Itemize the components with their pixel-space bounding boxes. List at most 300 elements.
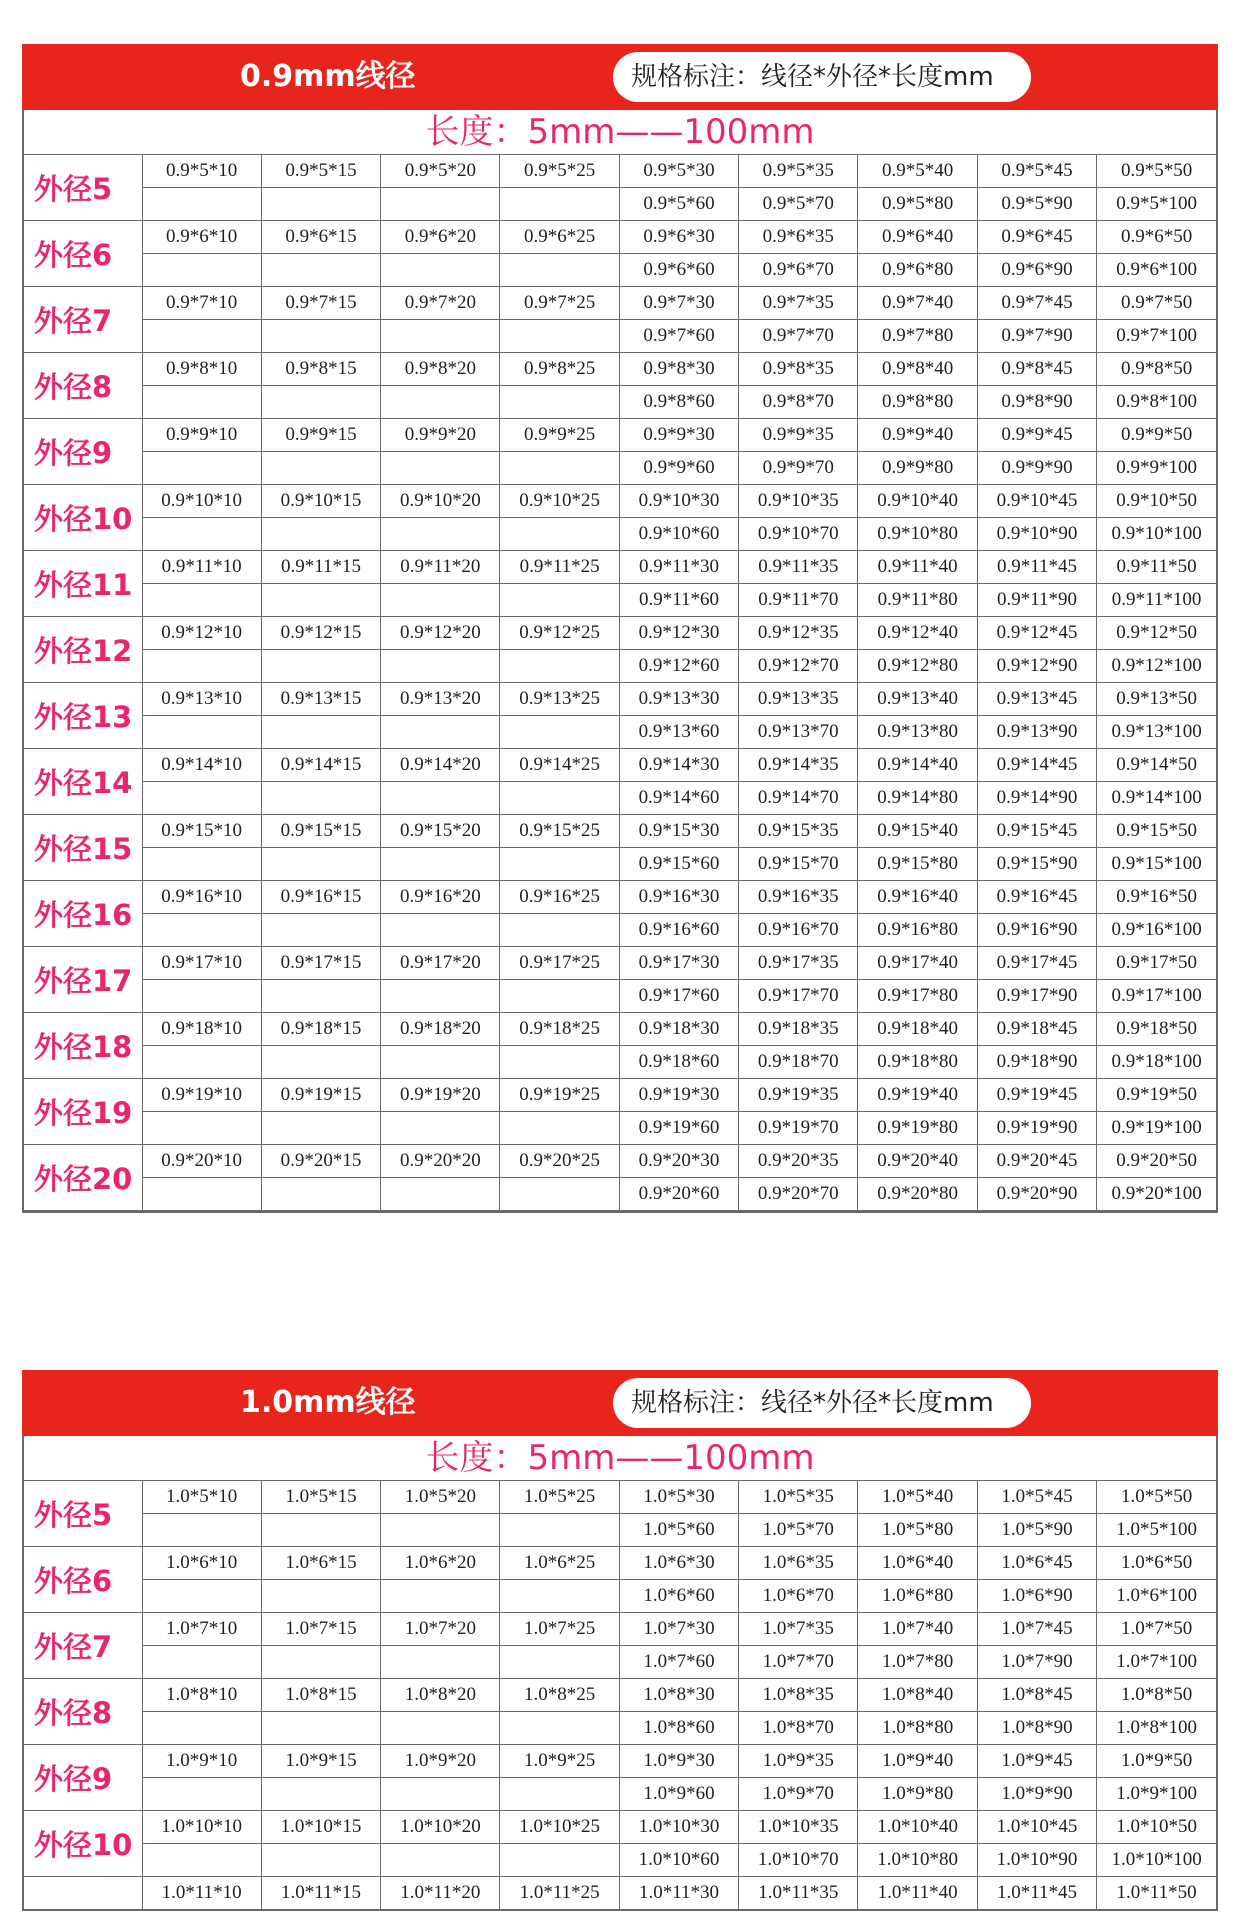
spec-cell: 0.9*15*15 <box>261 815 380 848</box>
spec-cell: 0.9*19*30 <box>619 1079 738 1112</box>
spec-cell: 0.9*10*45 <box>977 485 1096 518</box>
table-row <box>24 1013 1216 1046</box>
spec-cell: 0.9*20*30 <box>619 1145 738 1178</box>
spec-cell: 0.9*8*50 <box>1097 353 1216 386</box>
empty-cell <box>381 782 500 815</box>
spec-cell: 0.9*8*40 <box>858 353 977 386</box>
table-row <box>24 320 1216 353</box>
spec-cell: 0.9*13*10 <box>142 683 261 716</box>
spec-cell: 0.9*9*45 <box>977 419 1096 452</box>
empty-cell <box>261 1646 380 1679</box>
spec-cell: 1.0*6*50 <box>1097 1547 1216 1580</box>
spec-cell: 0.9*5*10 <box>142 155 261 188</box>
spec-cell: 1.0*5*10 <box>142 1481 261 1514</box>
table-row <box>24 617 1216 650</box>
spec-cell: 0.9*7*90 <box>977 320 1096 353</box>
spec-cell: 0.9*12*90 <box>977 650 1096 683</box>
spec-table-frame <box>22 1436 1218 1911</box>
empty-cell <box>381 518 500 551</box>
outer-diameter-label: 外径5 <box>24 155 142 221</box>
table-row <box>24 485 1216 518</box>
spec-cell: 1.0*7*70 <box>739 1646 858 1679</box>
spec-table <box>24 155 1216 1211</box>
spec-cell: 0.9*15*100 <box>1097 848 1216 881</box>
spec-cell: 1.0*5*15 <box>261 1481 380 1514</box>
empty-cell <box>261 650 380 683</box>
empty-cell <box>261 188 380 221</box>
spec-cell: 0.9*18*20 <box>381 1013 500 1046</box>
table-row <box>24 221 1216 254</box>
spec-cell: 1.0*5*60 <box>619 1514 738 1547</box>
outer-diameter-label: 外径20 <box>24 1145 142 1211</box>
empty-cell <box>381 1514 500 1547</box>
spec-cell: 0.9*7*70 <box>739 320 858 353</box>
spec-cell: 0.9*7*50 <box>1097 287 1216 320</box>
spec-cell: 1.0*11*45 <box>977 1877 1096 1910</box>
spec-cell: 1.0*10*10 <box>142 1811 261 1844</box>
spec-cell: 1.0*10*90 <box>977 1844 1096 1877</box>
spec-cell: 1.0*10*50 <box>1097 1811 1216 1844</box>
spec-cell: 1.0*11*25 <box>500 1877 619 1910</box>
spec-cell: 0.9*15*80 <box>858 848 977 881</box>
spec-cell: 0.9*10*25 <box>500 485 619 518</box>
section-title: 0.9mm线径 <box>240 59 416 94</box>
spec-cell: 1.0*8*35 <box>739 1679 858 1712</box>
empty-cell <box>142 848 261 881</box>
spec-cell: 0.9*14*60 <box>619 782 738 815</box>
spec-cell: 0.9*10*20 <box>381 485 500 518</box>
spec-cell: 0.9*9*25 <box>500 419 619 452</box>
spec-cell: 0.9*9*60 <box>619 452 738 485</box>
spec-cell: 1.0*10*35 <box>739 1811 858 1844</box>
table-row <box>24 1646 1216 1679</box>
spec-cell: 0.9*7*25 <box>500 287 619 320</box>
table-row <box>24 1778 1216 1811</box>
spec-cell: 0.9*16*100 <box>1097 914 1216 947</box>
empty-cell <box>261 518 380 551</box>
empty-cell <box>500 1844 619 1877</box>
spec-cell: 0.9*7*100 <box>1097 320 1216 353</box>
spec-cell: 0.9*19*40 <box>858 1079 977 1112</box>
spec-cell: 1.0*6*20 <box>381 1547 500 1580</box>
spec-cell: 1.0*5*80 <box>858 1514 977 1547</box>
spec-cell: 0.9*18*25 <box>500 1013 619 1046</box>
spec-cell: 1.0*6*30 <box>619 1547 738 1580</box>
empty-cell <box>381 584 500 617</box>
empty-cell <box>142 1178 261 1211</box>
spec-cell: 0.9*14*20 <box>381 749 500 782</box>
spec-cell: 1.0*11*35 <box>739 1877 858 1910</box>
spec-cell: 0.9*17*20 <box>381 947 500 980</box>
empty-cell <box>500 1112 619 1145</box>
spec-cell: 0.9*17*25 <box>500 947 619 980</box>
table-row <box>24 287 1216 320</box>
spec-cell: 0.9*19*90 <box>977 1112 1096 1145</box>
empty-cell <box>261 980 380 1013</box>
spec-cell: 1.0*10*20 <box>381 1811 500 1844</box>
table-row <box>24 1613 1216 1646</box>
empty-cell <box>142 584 261 617</box>
spec-cell: 0.9*7*15 <box>261 287 380 320</box>
table-row <box>24 1145 1216 1178</box>
spec-cell: 0.9*5*50 <box>1097 155 1216 188</box>
spec-cell: 0.9*19*35 <box>739 1079 858 1112</box>
spec-cell: 0.9*14*70 <box>739 782 858 815</box>
spec-cell: 1.0*9*25 <box>500 1745 619 1778</box>
empty-cell <box>261 716 380 749</box>
spec-cell: 0.9*20*40 <box>858 1145 977 1178</box>
spec-cell: 1.0*6*35 <box>739 1547 858 1580</box>
spec-cell: 0.9*15*45 <box>977 815 1096 848</box>
spec-cell: 1.0*10*80 <box>858 1844 977 1877</box>
spec-cell: 0.9*9*10 <box>142 419 261 452</box>
spec-cell: 0.9*7*40 <box>858 287 977 320</box>
spec-cell: 1.0*6*100 <box>1097 1580 1216 1613</box>
spec-cell: 1.0*10*45 <box>977 1811 1096 1844</box>
spec-cell: 0.9*9*35 <box>739 419 858 452</box>
spec-cell: 1.0*7*90 <box>977 1646 1096 1679</box>
empty-cell <box>381 914 500 947</box>
spec-cell: 0.9*14*10 <box>142 749 261 782</box>
spec-cell: 1.0*9*20 <box>381 1745 500 1778</box>
table-row <box>24 815 1216 848</box>
outer-diameter-label: 外径16 <box>24 881 142 947</box>
spec-cell: 0.9*8*100 <box>1097 386 1216 419</box>
spec-cell: 1.0*6*10 <box>142 1547 261 1580</box>
spec-cell: 1.0*10*25 <box>500 1811 619 1844</box>
empty-cell <box>142 518 261 551</box>
empty-cell <box>381 716 500 749</box>
spec-cell: 0.9*8*10 <box>142 353 261 386</box>
table-row <box>24 584 1216 617</box>
spec-cell: 0.9*12*35 <box>739 617 858 650</box>
spec-cell: 0.9*16*80 <box>858 914 977 947</box>
table-row <box>24 551 1216 584</box>
spec-cell: 0.9*15*90 <box>977 848 1096 881</box>
spec-cell: 1.0*7*50 <box>1097 1613 1216 1646</box>
empty-cell <box>381 848 500 881</box>
empty-cell <box>500 716 619 749</box>
spec-cell: 1.0*5*20 <box>381 1481 500 1514</box>
section-title: 1.0mm线径 <box>240 1385 416 1420</box>
spec-cell: 0.9*16*45 <box>977 881 1096 914</box>
spec-table <box>24 1481 1216 1909</box>
table-row <box>24 1178 1216 1211</box>
spec-cell: 0.9*12*15 <box>261 617 380 650</box>
spec-cell: 0.9*5*30 <box>619 155 738 188</box>
spec-cell: 1.0*8*30 <box>619 1679 738 1712</box>
spec-cell: 0.9*10*90 <box>977 518 1096 551</box>
spec-cell: 0.9*15*40 <box>858 815 977 848</box>
spec-cell: 0.9*20*35 <box>739 1145 858 1178</box>
spec-cell: 0.9*19*10 <box>142 1079 261 1112</box>
empty-cell <box>261 848 380 881</box>
spec-cell: 0.9*8*30 <box>619 353 738 386</box>
empty-cell <box>500 1778 619 1811</box>
spec-cell: 0.9*6*100 <box>1097 254 1216 287</box>
spec-cell: 0.9*15*30 <box>619 815 738 848</box>
spec-cell: 0.9*8*90 <box>977 386 1096 419</box>
spec-cell: 0.9*20*60 <box>619 1178 738 1211</box>
empty-cell <box>500 452 619 485</box>
spec-cell: 1.0*11*30 <box>619 1877 738 1910</box>
outer-diameter-label: 外径9 <box>24 1745 142 1811</box>
empty-cell <box>500 914 619 947</box>
spec-cell: 0.9*20*50 <box>1097 1145 1216 1178</box>
section-banner <box>22 44 1218 110</box>
spec-cell: 1.0*9*80 <box>858 1778 977 1811</box>
outer-diameter-label: 外径18 <box>24 1013 142 1079</box>
spec-cell: 1.0*11*50 <box>1097 1877 1216 1910</box>
spec-cell: 0.9*12*45 <box>977 617 1096 650</box>
spec-cell: 0.9*5*20 <box>381 155 500 188</box>
spec-cell: 1.0*5*100 <box>1097 1514 1216 1547</box>
outer-diameter-label: 外径14 <box>24 749 142 815</box>
empty-cell <box>142 1712 261 1745</box>
spec-cell: 0.9*14*40 <box>858 749 977 782</box>
spec-cell: 0.9*13*80 <box>858 716 977 749</box>
spec-cell: 1.0*11*15 <box>261 1877 380 1910</box>
empty-cell <box>500 518 619 551</box>
empty-cell <box>142 650 261 683</box>
spec-cell: 0.9*6*15 <box>261 221 380 254</box>
spec-cell: 1.0*6*40 <box>858 1547 977 1580</box>
spec-cell: 1.0*8*80 <box>858 1712 977 1745</box>
spec-cell: 1.0*5*40 <box>858 1481 977 1514</box>
outer-diameter-label: 外径10 <box>24 485 142 551</box>
spec-cell: 0.9*8*45 <box>977 353 1096 386</box>
spec-cell: 1.0*7*45 <box>977 1613 1096 1646</box>
empty-cell <box>261 1712 380 1745</box>
spec-cell: 0.9*13*50 <box>1097 683 1216 716</box>
spec-cell: 0.9*5*40 <box>858 155 977 188</box>
spec-cell: 0.9*15*20 <box>381 815 500 848</box>
spec-cell: 0.9*11*100 <box>1097 584 1216 617</box>
empty-cell <box>381 1712 500 1745</box>
spec-cell: 0.9*11*80 <box>858 584 977 617</box>
empty-cell <box>381 1646 500 1679</box>
spec-cell: 0.9*12*40 <box>858 617 977 650</box>
spec-cell: 0.9*11*45 <box>977 551 1096 584</box>
spec-cell: 1.0*6*60 <box>619 1580 738 1613</box>
table-row <box>24 1679 1216 1712</box>
table-row <box>24 650 1216 683</box>
spec-cell: 0.9*16*10 <box>142 881 261 914</box>
spec-cell: 0.9*6*60 <box>619 254 738 287</box>
spec-cell: 0.9*16*20 <box>381 881 500 914</box>
length-range-heading: 长度：5mm——100mm <box>24 110 1216 155</box>
spec-cell: 0.9*7*60 <box>619 320 738 353</box>
empty-cell <box>500 1178 619 1211</box>
spec-cell: 0.9*18*90 <box>977 1046 1096 1079</box>
spec-cell: 0.9*12*100 <box>1097 650 1216 683</box>
table-row <box>24 782 1216 815</box>
spec-cell: 0.9*16*15 <box>261 881 380 914</box>
spec-cell: 0.9*18*45 <box>977 1013 1096 1046</box>
spec-cell: 0.9*19*60 <box>619 1112 738 1145</box>
spec-cell: 0.9*9*15 <box>261 419 380 452</box>
spec-cell: 0.9*13*25 <box>500 683 619 716</box>
spec-cell: 0.9*11*60 <box>619 584 738 617</box>
spec-cell: 1.0*6*90 <box>977 1580 1096 1613</box>
spec-section-1-0mm <box>22 1370 1218 1911</box>
table-row <box>24 155 1216 188</box>
empty-cell <box>142 914 261 947</box>
spec-cell: 0.9*10*100 <box>1097 518 1216 551</box>
spec-cell: 0.9*6*90 <box>977 254 1096 287</box>
table-row <box>24 518 1216 551</box>
table-row <box>24 1547 1216 1580</box>
spec-cell: 0.9*15*70 <box>739 848 858 881</box>
spec-cell: 0.9*20*90 <box>977 1178 1096 1211</box>
spec-cell: 1.0*7*40 <box>858 1613 977 1646</box>
spec-cell: 1.0*7*80 <box>858 1646 977 1679</box>
spec-cell: 0.9*16*25 <box>500 881 619 914</box>
spec-cell: 0.9*16*50 <box>1097 881 1216 914</box>
table-row <box>24 1514 1216 1547</box>
spec-cell: 0.9*9*20 <box>381 419 500 452</box>
empty-cell <box>381 320 500 353</box>
table-row <box>24 254 1216 287</box>
spec-note-pill: 规格标注：线径*外径*长度mm <box>613 52 1031 102</box>
outer-diameter-label: 外径8 <box>24 1679 142 1745</box>
spec-cell: 0.9*10*80 <box>858 518 977 551</box>
outer-diameter-label: 外径6 <box>24 1547 142 1613</box>
empty-cell <box>500 1646 619 1679</box>
spec-cell: 0.9*6*10 <box>142 221 261 254</box>
outer-diameter-label: 外径5 <box>24 1481 142 1547</box>
spec-cell: 1.0*11*10 <box>142 1877 261 1910</box>
spec-cell: 1.0*5*35 <box>739 1481 858 1514</box>
spec-cell: 0.9*11*30 <box>619 551 738 584</box>
spec-cell: 0.9*11*90 <box>977 584 1096 617</box>
spec-cell: 0.9*12*50 <box>1097 617 1216 650</box>
table-row <box>24 914 1216 947</box>
empty-cell <box>261 914 380 947</box>
spec-cell: 1.0*7*60 <box>619 1646 738 1679</box>
empty-cell <box>381 254 500 287</box>
empty-cell <box>261 584 380 617</box>
table-row <box>24 716 1216 749</box>
spec-cell: 0.9*20*20 <box>381 1145 500 1178</box>
table-row <box>24 1112 1216 1145</box>
empty-cell <box>381 1112 500 1145</box>
spec-cell: 0.9*18*60 <box>619 1046 738 1079</box>
spec-cell: 0.9*18*30 <box>619 1013 738 1046</box>
outer-diameter-label <box>24 1877 142 1910</box>
spec-cell: 1.0*8*90 <box>977 1712 1096 1745</box>
spec-cell: 0.9*17*45 <box>977 947 1096 980</box>
spec-cell: 0.9*18*15 <box>261 1013 380 1046</box>
outer-diameter-label: 外径15 <box>24 815 142 881</box>
spec-cell: 0.9*20*70 <box>739 1178 858 1211</box>
spec-cell: 0.9*13*60 <box>619 716 738 749</box>
spec-cell: 1.0*5*30 <box>619 1481 738 1514</box>
table-row <box>24 419 1216 452</box>
spec-cell: 0.9*12*30 <box>619 617 738 650</box>
table-row <box>24 1046 1216 1079</box>
spec-cell: 0.9*9*80 <box>858 452 977 485</box>
spec-cell: 1.0*9*70 <box>739 1778 858 1811</box>
empty-cell <box>142 1646 261 1679</box>
spec-cell: 0.9*19*50 <box>1097 1079 1216 1112</box>
empty-cell <box>381 452 500 485</box>
spec-cell: 0.9*11*70 <box>739 584 858 617</box>
spec-cell: 1.0*10*15 <box>261 1811 380 1844</box>
spec-note-pill: 规格标注：线径*外径*长度mm <box>613 1378 1031 1428</box>
empty-cell <box>500 782 619 815</box>
spec-cell: 0.9*5*25 <box>500 155 619 188</box>
spec-cell: 0.9*5*15 <box>261 155 380 188</box>
spec-cell: 0.9*6*45 <box>977 221 1096 254</box>
spec-cell: 0.9*12*25 <box>500 617 619 650</box>
spec-cell: 1.0*6*80 <box>858 1580 977 1613</box>
spec-cell: 0.9*15*50 <box>1097 815 1216 848</box>
spec-cell: 0.9*11*50 <box>1097 551 1216 584</box>
spec-cell: 0.9*10*35 <box>739 485 858 518</box>
empty-cell <box>261 452 380 485</box>
empty-cell <box>381 1046 500 1079</box>
spec-cell: 0.9*13*15 <box>261 683 380 716</box>
empty-cell <box>261 782 380 815</box>
spec-cell: 0.9*16*70 <box>739 914 858 947</box>
spec-cell: 0.9*19*100 <box>1097 1112 1216 1145</box>
spec-cell: 0.9*14*50 <box>1097 749 1216 782</box>
empty-cell <box>261 1844 380 1877</box>
empty-cell <box>500 650 619 683</box>
spec-cell: 0.9*19*20 <box>381 1079 500 1112</box>
spec-cell: 0.9*10*10 <box>142 485 261 518</box>
empty-cell <box>381 1778 500 1811</box>
outer-diameter-label: 外径12 <box>24 617 142 683</box>
spec-cell: 0.9*7*35 <box>739 287 858 320</box>
empty-cell <box>142 980 261 1013</box>
outer-diameter-label: 外径6 <box>24 221 142 287</box>
table-row <box>24 947 1216 980</box>
spec-cell: 0.9*15*35 <box>739 815 858 848</box>
spec-cell: 1.0*7*15 <box>261 1613 380 1646</box>
outer-diameter-label: 外径13 <box>24 683 142 749</box>
table-row <box>24 1877 1216 1910</box>
spec-cell: 0.9*10*60 <box>619 518 738 551</box>
spec-cell: 0.9*8*25 <box>500 353 619 386</box>
empty-cell <box>142 1844 261 1877</box>
spec-cell: 0.9*13*70 <box>739 716 858 749</box>
spec-cell: 0.9*19*15 <box>261 1079 380 1112</box>
spec-cell: 1.0*9*40 <box>858 1745 977 1778</box>
spec-cell: 1.0*6*70 <box>739 1580 858 1613</box>
table-row <box>24 1745 1216 1778</box>
empty-cell <box>500 188 619 221</box>
empty-cell <box>500 848 619 881</box>
length-range-heading: 长度：5mm——100mm <box>24 1436 1216 1481</box>
spec-cell: 0.9*12*10 <box>142 617 261 650</box>
spec-cell: 0.9*14*80 <box>858 782 977 815</box>
table-row <box>24 188 1216 221</box>
spec-cell: 0.9*6*70 <box>739 254 858 287</box>
outer-diameter-label: 外径7 <box>24 287 142 353</box>
spec-cell: 0.9*7*20 <box>381 287 500 320</box>
spec-cell: 0.9*17*60 <box>619 980 738 1013</box>
table-row <box>24 1481 1216 1514</box>
empty-cell <box>261 1514 380 1547</box>
spec-cell: 0.9*6*80 <box>858 254 977 287</box>
table-row <box>24 386 1216 419</box>
spec-cell: 1.0*9*45 <box>977 1745 1096 1778</box>
spec-cell: 0.9*13*20 <box>381 683 500 716</box>
spec-cell: 0.9*14*35 <box>739 749 858 782</box>
empty-cell <box>500 584 619 617</box>
